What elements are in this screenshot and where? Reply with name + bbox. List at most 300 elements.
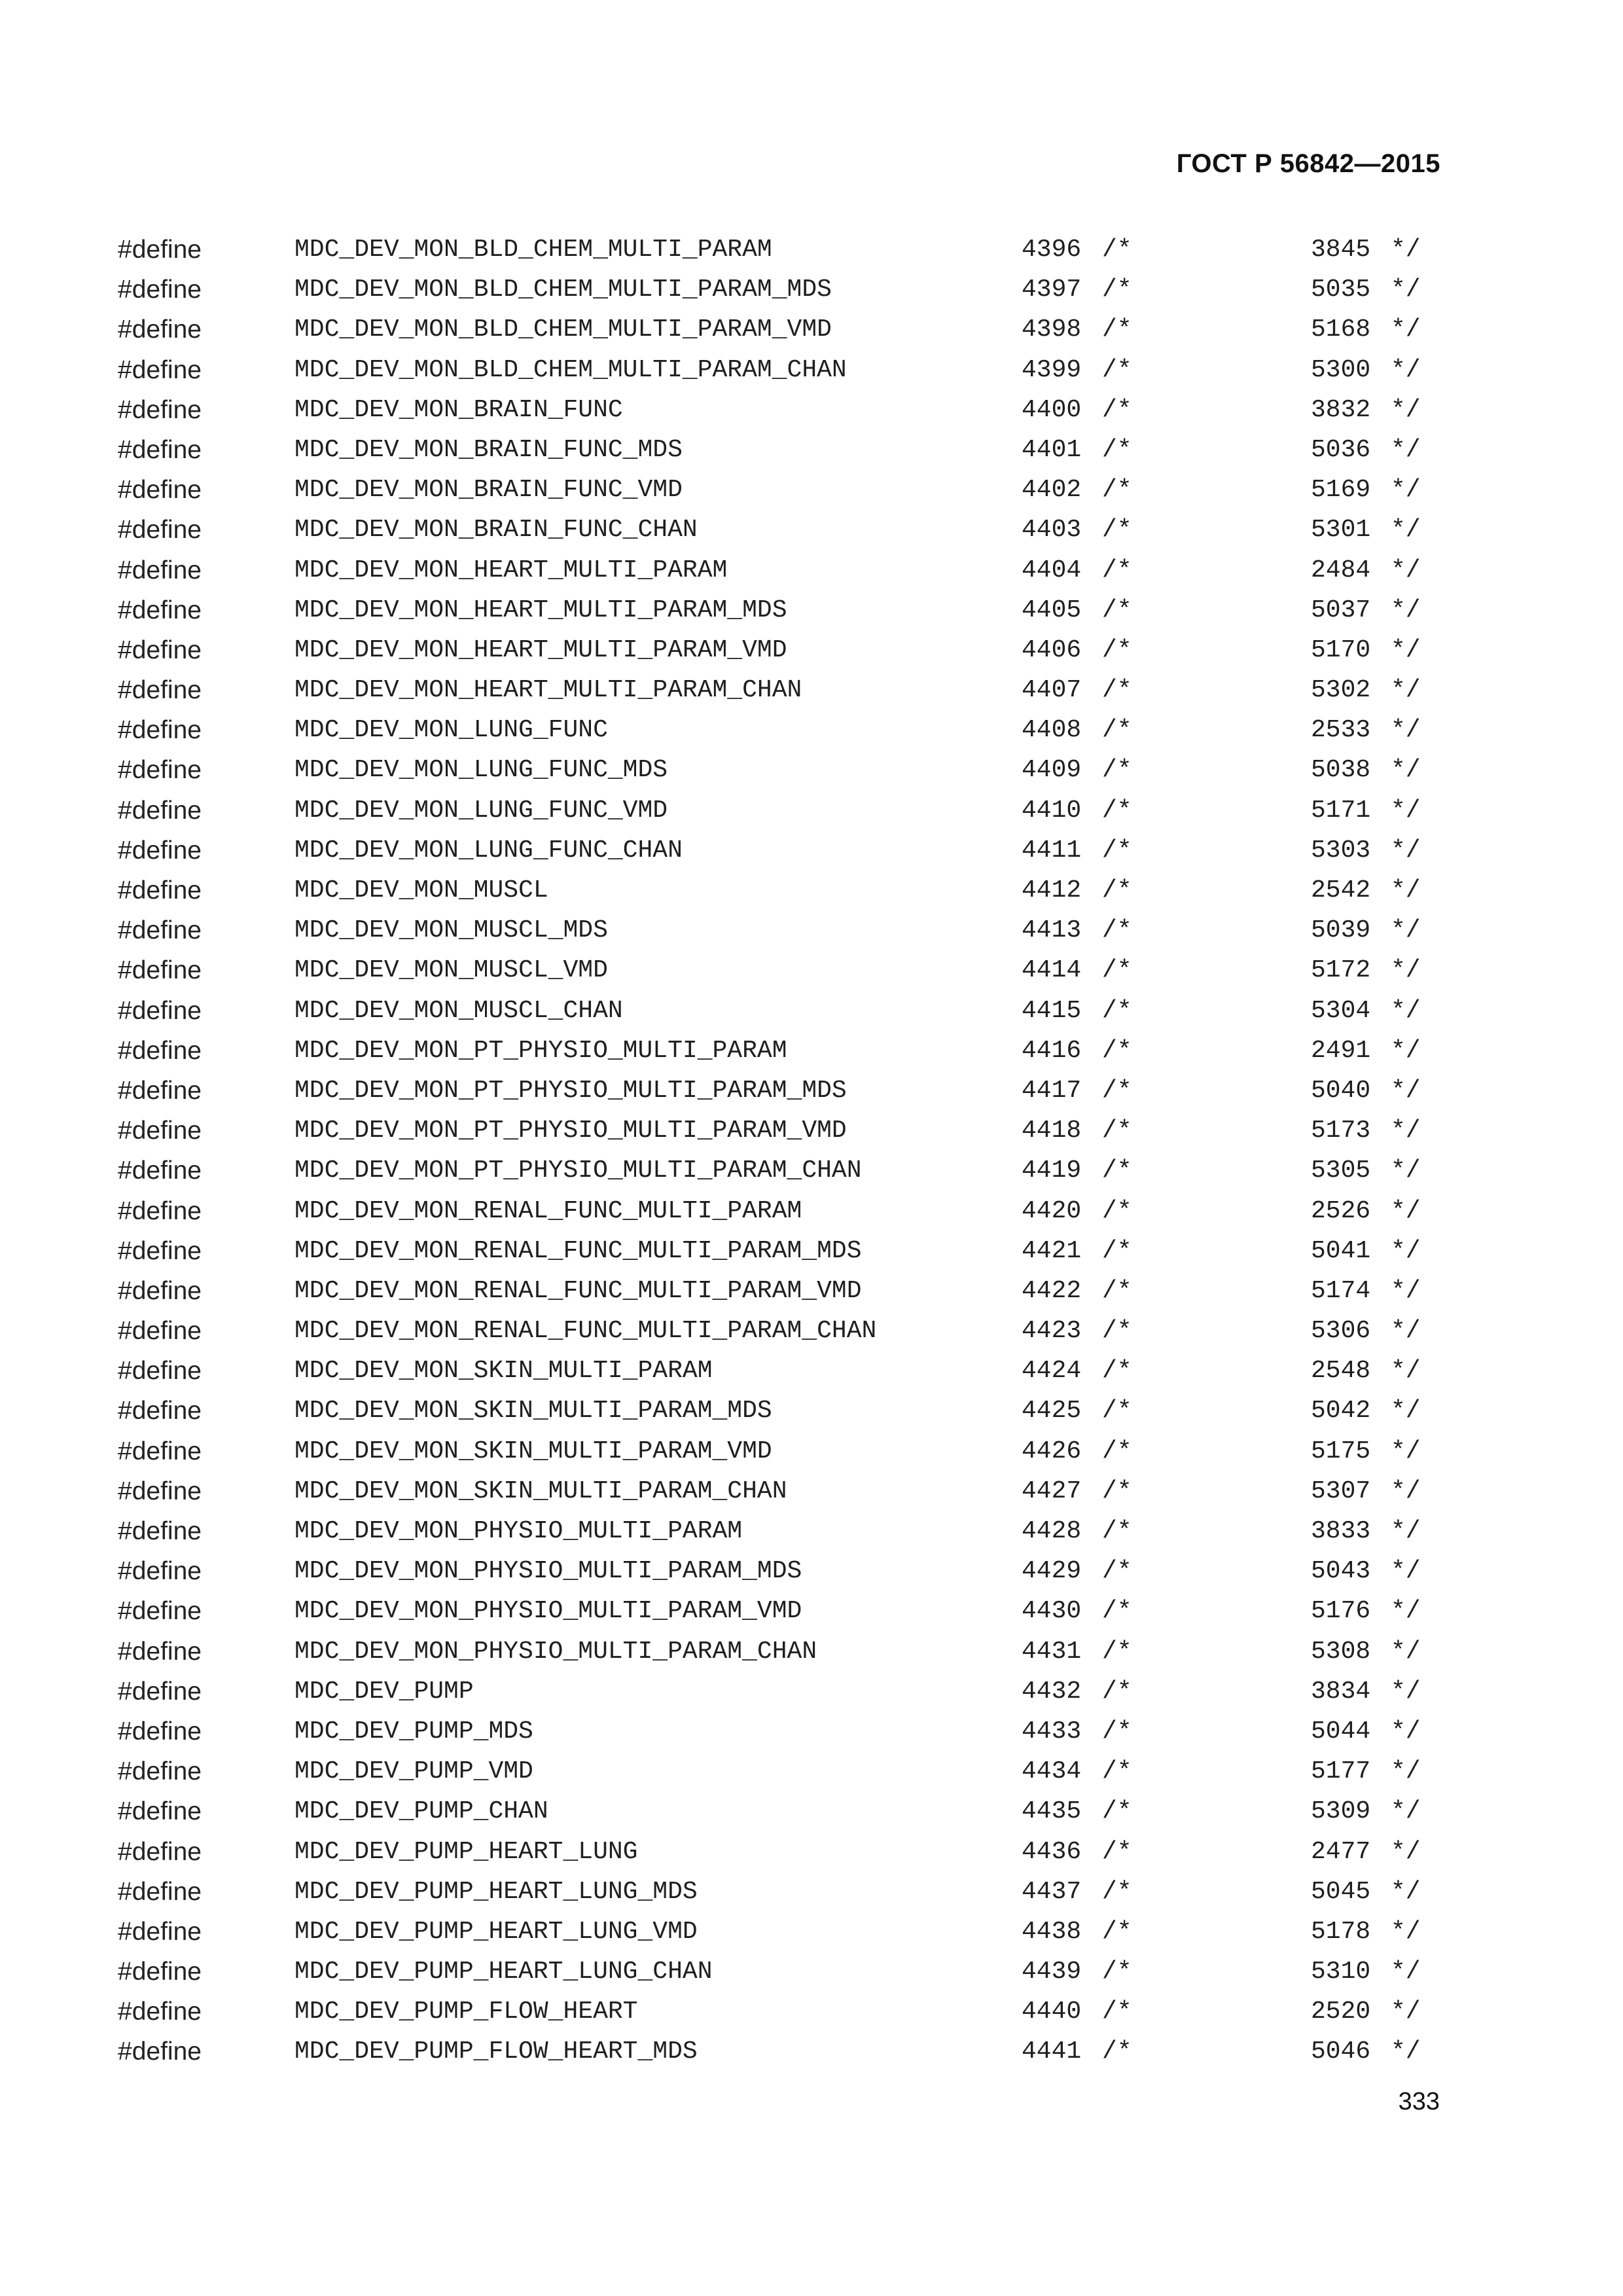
define-row [118, 831, 1453, 870]
constant-name: MDC_DEV_PUMP_CHAN [294, 1797, 548, 1826]
comment-open: /* [1102, 236, 1132, 264]
reference-code: 2548 [1311, 1357, 1371, 1386]
define-keyword: #define [118, 1437, 202, 1465]
reference-code: 5170 [1311, 636, 1371, 664]
constant-name: MDC_DEV_MON_HEART_MULTI_PARAM [294, 556, 728, 584]
define-keyword: #define [118, 756, 202, 785]
define-row [118, 1751, 1453, 1791]
constant-code: 4440 [1022, 1998, 1082, 2026]
define-row [118, 310, 1453, 350]
comment-close: */ [1391, 476, 1421, 505]
define-row [118, 750, 1453, 790]
comment-close: */ [1391, 2037, 1421, 2066]
define-keyword: #define [118, 1397, 202, 1426]
reference-code: 5172 [1311, 956, 1371, 985]
reference-code: 5304 [1311, 996, 1371, 1025]
constant-code: 4411 [1022, 836, 1082, 865]
reference-code: 2533 [1311, 716, 1371, 745]
define-row [118, 1471, 1453, 1511]
define-keyword: #define [118, 1477, 202, 1505]
constant-code: 4422 [1022, 1276, 1082, 1305]
constant-name: MDC_DEV_MON_SKIN_MULTI_PARAM [294, 1357, 713, 1386]
define-row [118, 1511, 1453, 1551]
constant-code: 4412 [1022, 876, 1082, 905]
define-keyword: #define [118, 1076, 202, 1105]
comment-open: /* [1102, 1117, 1132, 1145]
comment-close: */ [1391, 516, 1421, 545]
constant-code: 4430 [1022, 1597, 1082, 1626]
constant-code: 4414 [1022, 956, 1082, 985]
constant-name: MDC_DEV_PUMP_HEART_LUNG [294, 1837, 638, 1866]
comment-close: */ [1391, 1757, 1421, 1786]
constant-code: 4408 [1022, 716, 1082, 745]
define-row [118, 1832, 1453, 1872]
comment-close: */ [1391, 796, 1421, 825]
constant-code: 4433 [1022, 1717, 1082, 1746]
reference-code: 5303 [1311, 836, 1371, 865]
comment-close: */ [1391, 1557, 1421, 1586]
define-row [118, 1231, 1453, 1271]
comment-close: */ [1391, 1357, 1421, 1386]
comment-open: /* [1102, 1236, 1132, 1265]
constant-code: 4425 [1022, 1397, 1082, 1426]
comment-open: /* [1102, 315, 1132, 344]
define-keyword: #define [118, 1877, 202, 1906]
constant-name: MDC_DEV_MON_BRAIN_FUNC [294, 395, 623, 424]
comment-open: /* [1102, 1757, 1132, 1786]
define-row [118, 1712, 1453, 1751]
constant-name: MDC_DEV_PUMP_HEART_LUNG_CHAN [294, 1958, 713, 1986]
define-keyword: #define [118, 956, 202, 985]
comment-close: */ [1391, 676, 1421, 705]
define-keyword: #define [118, 1517, 202, 1545]
comment-close: */ [1391, 1437, 1421, 1465]
define-row [118, 470, 1453, 510]
define-keyword: #define [118, 276, 202, 304]
constant-name: MDC_DEV_MON_HEART_MULTI_PARAM_MDS [294, 596, 787, 624]
reference-code: 5043 [1311, 1557, 1371, 1586]
constant-code: 4404 [1022, 556, 1082, 584]
constant-code: 4436 [1022, 1837, 1082, 1866]
comment-open: /* [1102, 1036, 1132, 1065]
comment-open: /* [1102, 395, 1132, 424]
comment-close: */ [1391, 1076, 1421, 1105]
define-row [118, 1992, 1453, 2032]
constant-name: MDC_DEV_MON_SKIN_MULTI_PARAM_CHAN [294, 1477, 787, 1505]
define-row [118, 910, 1453, 950]
constant-name: MDC_DEV_MON_RENAL_FUNC_MULTI_PARAM_CHAN [294, 1317, 877, 1346]
comment-open: /* [1102, 1357, 1132, 1386]
define-keyword: #define [118, 636, 202, 664]
comment-close: */ [1391, 1196, 1421, 1225]
comment-close: */ [1391, 1236, 1421, 1265]
reference-code: 5308 [1311, 1637, 1371, 1666]
constant-name: MDC_DEV_MON_BLD_CHEM_MULTI_PARAM_MDS [294, 276, 832, 304]
define-keyword: #define [118, 1797, 202, 1826]
define-keyword: #define [118, 1637, 202, 1666]
reference-code: 2484 [1311, 556, 1371, 584]
comment-close: */ [1391, 1998, 1421, 2026]
define-keyword: #define [118, 1036, 202, 1065]
constant-code: 4438 [1022, 1917, 1082, 1946]
define-keyword: #define [118, 1958, 202, 1986]
reference-code: 3845 [1311, 236, 1371, 264]
comment-close: */ [1391, 636, 1421, 664]
constant-name: MDC_DEV_PUMP_FLOW_HEART [294, 1998, 638, 2026]
comment-open: /* [1102, 1797, 1132, 1826]
constant-code: 4426 [1022, 1437, 1082, 1465]
reference-code: 2477 [1311, 1837, 1371, 1866]
define-row [118, 230, 1453, 270]
define-keyword: #define [118, 2037, 202, 2066]
define-keyword: #define [118, 1597, 202, 1626]
comment-open: /* [1102, 1837, 1132, 1866]
define-row [118, 1551, 1453, 1591]
reference-code: 5176 [1311, 1597, 1371, 1626]
comment-close: */ [1391, 236, 1421, 264]
reference-code: 5301 [1311, 516, 1371, 545]
comment-close: */ [1391, 876, 1421, 905]
comment-close: */ [1391, 1917, 1421, 1946]
comment-open: /* [1102, 1157, 1132, 1185]
reference-code: 5173 [1311, 1117, 1371, 1145]
comment-open: /* [1102, 916, 1132, 945]
define-row [118, 350, 1453, 390]
define-keyword: #define [118, 1196, 202, 1225]
constant-code: 4428 [1022, 1517, 1082, 1545]
comment-close: */ [1391, 395, 1421, 424]
comment-open: /* [1102, 1477, 1132, 1505]
constant-code: 4419 [1022, 1157, 1082, 1185]
constant-code: 4429 [1022, 1557, 1082, 1586]
constant-name: MDC_DEV_MON_RENAL_FUNC_MULTI_PARAM_VMD [294, 1276, 862, 1305]
define-keyword: #define [118, 315, 202, 344]
reference-code: 5175 [1311, 1437, 1371, 1465]
constant-code: 4397 [1022, 276, 1082, 304]
constant-name: MDC_DEV_MON_PT_PHYSIO_MULTI_PARAM_VMD [294, 1117, 847, 1145]
constant-name: MDC_DEV_MON_MUSCL_CHAN [294, 996, 623, 1025]
constant-code: 4396 [1022, 236, 1082, 264]
comment-close: */ [1391, 1117, 1421, 1145]
reference-code: 3834 [1311, 1677, 1371, 1706]
constant-name: MDC_DEV_MON_MUSCL_MDS [294, 916, 608, 945]
comment-open: /* [1102, 1597, 1132, 1626]
comment-open: /* [1102, 836, 1132, 865]
define-row [118, 1351, 1453, 1391]
reference-code: 5309 [1311, 1797, 1371, 1826]
comment-close: */ [1391, 756, 1421, 785]
constant-code: 4415 [1022, 996, 1082, 1025]
comment-close: */ [1391, 1837, 1421, 1866]
define-row [118, 510, 1453, 550]
constant-code: 4409 [1022, 756, 1082, 785]
constant-name: MDC_DEV_MON_MUSCL [294, 876, 548, 905]
comment-close: */ [1391, 596, 1421, 624]
comment-close: */ [1391, 1276, 1421, 1305]
comment-open: /* [1102, 676, 1132, 705]
reference-code: 5045 [1311, 1877, 1371, 1906]
comment-open: /* [1102, 596, 1132, 624]
constant-code: 4407 [1022, 676, 1082, 705]
comment-close: */ [1391, 996, 1421, 1025]
reference-code: 5178 [1311, 1917, 1371, 1946]
define-keyword: #define [118, 1917, 202, 1946]
constant-code: 4413 [1022, 916, 1082, 945]
comment-open: /* [1102, 1917, 1132, 1946]
comment-close: */ [1391, 1317, 1421, 1346]
define-row [118, 1791, 1453, 1831]
comment-close: */ [1391, 1877, 1421, 1906]
define-row [118, 1111, 1453, 1151]
constant-name: MDC_DEV_PUMP_MDS [294, 1717, 533, 1746]
define-keyword: #define [118, 395, 202, 424]
constant-code: 4401 [1022, 435, 1082, 464]
constant-code: 4439 [1022, 1958, 1082, 1986]
define-keyword: #define [118, 556, 202, 584]
comment-open: /* [1102, 1717, 1132, 1746]
define-row [118, 1151, 1453, 1191]
comment-open: /* [1102, 1998, 1132, 2026]
reference-code: 5042 [1311, 1397, 1371, 1426]
define-row [118, 710, 1453, 750]
reference-code: 5040 [1311, 1076, 1371, 1105]
constant-name: MDC_DEV_MON_BRAIN_FUNC_CHAN [294, 516, 698, 545]
constant-code: 4417 [1022, 1076, 1082, 1105]
reference-code: 2520 [1311, 1998, 1371, 2026]
comment-open: /* [1102, 636, 1132, 664]
reference-code: 3832 [1311, 395, 1371, 424]
define-row [118, 791, 1453, 831]
define-keyword: #define [118, 1677, 202, 1706]
reference-code: 5171 [1311, 796, 1371, 825]
comment-open: /* [1102, 276, 1132, 304]
comment-open: /* [1102, 2037, 1132, 2066]
comment-open: /* [1102, 716, 1132, 745]
reference-code: 2542 [1311, 876, 1371, 905]
constant-code: 4423 [1022, 1317, 1082, 1346]
constant-name: MDC_DEV_MON_PT_PHYSIO_MULTI_PARAM_CHAN [294, 1157, 862, 1185]
comment-open: /* [1102, 435, 1132, 464]
constant-name: MDC_DEV_MON_LUNG_FUNC_VMD [294, 796, 668, 825]
constant-code: 4402 [1022, 476, 1082, 505]
constant-code: 4410 [1022, 796, 1082, 825]
constant-code: 4431 [1022, 1637, 1082, 1666]
constant-code: 4421 [1022, 1236, 1082, 1265]
reference-code: 5041 [1311, 1236, 1371, 1265]
reference-code: 5305 [1311, 1157, 1371, 1185]
comment-open: /* [1102, 956, 1132, 985]
reference-code: 5177 [1311, 1757, 1371, 1786]
reference-code: 5310 [1311, 1958, 1371, 1986]
comment-close: */ [1391, 435, 1421, 464]
comment-open: /* [1102, 355, 1132, 384]
comment-open: /* [1102, 1317, 1132, 1346]
constant-name: MDC_DEV_MON_MUSCL_VMD [294, 956, 608, 985]
constant-name: MDC_DEV_PUMP_HEART_LUNG_MDS [294, 1877, 698, 1906]
comment-open: /* [1102, 996, 1132, 1025]
constant-name: MDC_DEV_MON_LUNG_FUNC_MDS [294, 756, 668, 785]
comment-open: /* [1102, 1437, 1132, 1465]
constant-code: 4424 [1022, 1357, 1082, 1386]
comment-close: */ [1391, 1958, 1421, 1986]
constant-code: 4406 [1022, 636, 1082, 664]
comment-close: */ [1391, 1477, 1421, 1505]
comment-close: */ [1391, 355, 1421, 384]
constant-name: MDC_DEV_MON_BLD_CHEM_MULTI_PARAM [294, 236, 772, 264]
define-row [118, 1191, 1453, 1231]
comment-close: */ [1391, 916, 1421, 945]
define-row [118, 1591, 1453, 1631]
define-row [118, 590, 1453, 630]
define-keyword: #define [118, 476, 202, 505]
comment-close: */ [1391, 1036, 1421, 1065]
comment-close: */ [1391, 1517, 1421, 1545]
define-keyword: #define [118, 1757, 202, 1786]
constant-name: MDC_DEV_MON_PT_PHYSIO_MULTI_PARAM_MDS [294, 1076, 847, 1105]
comment-open: /* [1102, 796, 1132, 825]
comment-open: /* [1102, 1276, 1132, 1305]
comment-open: /* [1102, 1637, 1132, 1666]
define-row [118, 1912, 1453, 1952]
define-row [118, 1952, 1453, 1992]
comment-close: */ [1391, 276, 1421, 304]
comment-open: /* [1102, 556, 1132, 584]
comment-close: */ [1391, 836, 1421, 865]
constant-code: 4441 [1022, 2037, 1082, 2066]
constant-code: 4403 [1022, 516, 1082, 545]
define-keyword: #define [118, 796, 202, 825]
define-keyword: #define [118, 1837, 202, 1866]
reference-code: 5169 [1311, 476, 1371, 505]
define-keyword: #define [118, 1157, 202, 1185]
comment-open: /* [1102, 1517, 1132, 1545]
define-row [118, 390, 1453, 430]
page-number: 333 [1398, 2088, 1440, 2115]
comment-open: /* [1102, 1958, 1132, 1986]
reference-code: 5300 [1311, 355, 1371, 384]
define-row [118, 550, 1453, 590]
constant-name: MDC_DEV_MON_SKIN_MULTI_PARAM_VMD [294, 1437, 772, 1465]
comment-open: /* [1102, 1557, 1132, 1586]
comment-open: /* [1102, 476, 1132, 505]
define-list [118, 230, 1453, 2072]
reference-code: 2491 [1311, 1036, 1371, 1065]
define-row [118, 1071, 1453, 1111]
comment-close: */ [1391, 716, 1421, 745]
constant-code: 4435 [1022, 1797, 1082, 1826]
comment-open: /* [1102, 516, 1132, 545]
comment-open: /* [1102, 1677, 1132, 1706]
comment-close: */ [1391, 1797, 1421, 1826]
comment-close: */ [1391, 1397, 1421, 1426]
reference-code: 2526 [1311, 1196, 1371, 1225]
constant-name: MDC_DEV_MON_PHYSIO_MULTI_PARAM_MDS [294, 1557, 802, 1586]
define-keyword: #define [118, 516, 202, 545]
constant-name: MDC_DEV_MON_HEART_MULTI_PARAM_VMD [294, 636, 787, 664]
constant-code: 4398 [1022, 315, 1082, 344]
define-keyword: #define [118, 836, 202, 865]
constant-name: MDC_DEV_MON_SKIN_MULTI_PARAM_MDS [294, 1397, 772, 1426]
define-keyword: #define [118, 676, 202, 705]
constant-name: MDC_DEV_MON_HEART_MULTI_PARAM_CHAN [294, 676, 802, 705]
define-keyword: #define [118, 876, 202, 905]
reference-code: 5046 [1311, 2037, 1371, 2066]
define-keyword: #define [118, 1717, 202, 1746]
define-row [118, 1632, 1453, 1672]
constant-name: MDC_DEV_PUMP [294, 1677, 474, 1706]
reference-code: 5174 [1311, 1276, 1371, 1305]
define-keyword: #define [118, 1557, 202, 1586]
reference-code: 5307 [1311, 1477, 1371, 1505]
constant-code: 4420 [1022, 1196, 1082, 1225]
comment-close: */ [1391, 1637, 1421, 1666]
define-row [118, 2032, 1453, 2072]
define-row [118, 430, 1453, 470]
define-row [118, 1271, 1453, 1311]
define-row [118, 1431, 1453, 1471]
define-keyword: #define [118, 355, 202, 384]
comment-close: */ [1391, 556, 1421, 584]
define-keyword: #define [118, 1117, 202, 1145]
constant-name: MDC_DEV_MON_LUNG_FUNC_CHAN [294, 836, 683, 865]
constant-code: 4399 [1022, 355, 1082, 384]
define-keyword: #define [118, 916, 202, 945]
constant-code: 4432 [1022, 1677, 1082, 1706]
constant-name: MDC_DEV_MON_PHYSIO_MULTI_PARAM_VMD [294, 1597, 802, 1626]
reference-code: 5038 [1311, 756, 1371, 785]
reference-code: 5302 [1311, 676, 1371, 705]
reference-code: 5039 [1311, 916, 1371, 945]
reference-code: 5168 [1311, 315, 1371, 344]
comment-open: /* [1102, 756, 1132, 785]
constant-name: MDC_DEV_MON_BRAIN_FUNC_VMD [294, 476, 683, 505]
constant-code: 4434 [1022, 1757, 1082, 1786]
comment-close: */ [1391, 315, 1421, 344]
reference-code: 5306 [1311, 1317, 1371, 1346]
constant-code: 4416 [1022, 1036, 1082, 1065]
define-keyword: #define [118, 1276, 202, 1305]
page-header-standard: ГОСТ Р 56842—2015 [1176, 149, 1440, 178]
reference-code: 5035 [1311, 276, 1371, 304]
define-row [118, 1311, 1453, 1351]
constant-name: MDC_DEV_MON_BLD_CHEM_MULTI_PARAM_CHAN [294, 355, 847, 384]
define-keyword: #define [118, 1998, 202, 2026]
constant-code: 4405 [1022, 596, 1082, 624]
constant-name: MDC_DEV_PUMP_FLOW_HEART_MDS [294, 2037, 698, 2066]
define-row [118, 1672, 1453, 1712]
constant-name: MDC_DEV_MON_RENAL_FUNC_MULTI_PARAM [294, 1196, 802, 1225]
define-row [118, 950, 1453, 990]
define-keyword: #define [118, 435, 202, 464]
define-keyword: #define [118, 1317, 202, 1346]
comment-close: */ [1391, 956, 1421, 985]
reference-code: 5036 [1311, 435, 1371, 464]
define-row [118, 870, 1453, 910]
comment-open: /* [1102, 876, 1132, 905]
constant-code: 4418 [1022, 1117, 1082, 1145]
define-keyword: #define [118, 996, 202, 1025]
define-keyword: #define [118, 596, 202, 624]
define-row [118, 991, 1453, 1031]
comment-close: */ [1391, 1597, 1421, 1626]
constant-code: 4400 [1022, 395, 1082, 424]
comment-open: /* [1102, 1196, 1132, 1225]
comment-close: */ [1391, 1157, 1421, 1185]
define-row [118, 270, 1453, 310]
define-row [118, 1031, 1453, 1071]
define-row [118, 1872, 1453, 1912]
constant-name: MDC_DEV_PUMP_HEART_LUNG_VMD [294, 1917, 698, 1946]
